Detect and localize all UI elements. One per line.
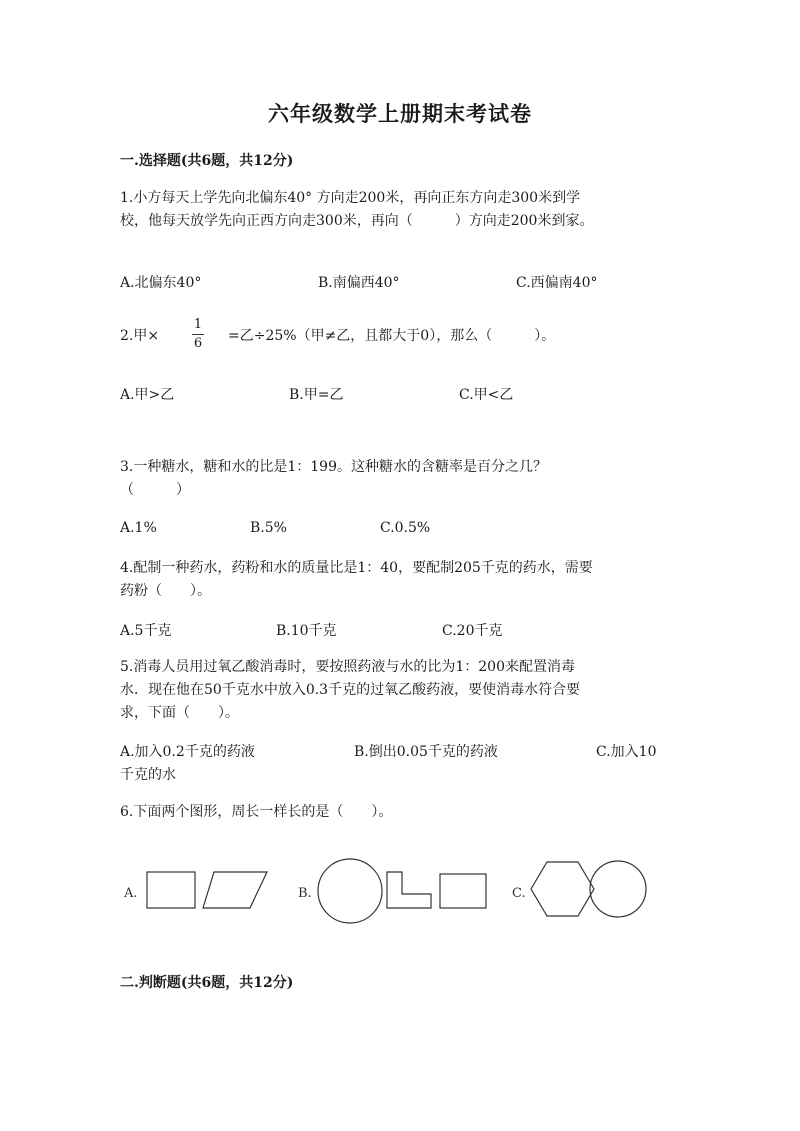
question-5-option-b: B.倒出0.05千克的药液	[354, 744, 498, 760]
section-heading-choice: 一.选择题(共6题，共12分)	[120, 153, 294, 169]
question-4-option-a: A.5千克	[120, 623, 172, 639]
question-2-option-c: C.甲<乙	[459, 387, 514, 403]
question-2-option-b: B.甲=乙	[289, 387, 344, 403]
question-3-line-2: （ ）	[120, 482, 190, 498]
figure-label-b: B.	[298, 886, 312, 901]
question-4-option-b: B.10千克	[276, 623, 337, 639]
question-2-prefix: 2.甲×	[120, 328, 160, 344]
figure-label-c: C.	[512, 886, 526, 901]
question-1-option-b: B.南偏西40°	[318, 275, 400, 291]
question-5-line-1: 5.消毒人员用过氧乙酸消毒时，要按照药液与水的比为1：200来配置消毒	[120, 659, 575, 675]
l-shape	[387, 872, 431, 908]
question-5-option-a: A.加入0.2千克的药液	[120, 744, 255, 760]
question-5-option-c: C.加入10	[596, 744, 657, 760]
question-3-line-1: 3.一种糖水，糖和水的比是1：199。这种糖水的含糖率是百分之几？	[120, 459, 547, 475]
question-5-line-2: 水．现在他在50千克水中放入0.3千克的过氧乙酸药液，要使消毒水符合要	[120, 682, 581, 698]
question-1-line-1: 1.小方每天上学先向北偏东40° 方向走200米，再向正东方向走300米到学	[120, 190, 581, 206]
hexagon-shape	[531, 862, 594, 916]
question-4-line-1: 4.配制一种药水，药粉和水的质量比是1：40，要配制205千克的药水，需要	[120, 560, 593, 576]
question-1-option-c: C.西偏南40°	[516, 275, 598, 291]
circle-shape	[318, 859, 382, 923]
question-6-line-1: 6.下面两个图形，周长一样长的是（ ）。	[120, 804, 393, 820]
question-5-option-c-continued: 千克的水	[120, 767, 176, 783]
question-5-line-3: 求，下面（ ）。	[120, 705, 239, 721]
fraction-denominator: 6	[193, 336, 203, 351]
section-heading-judgment: 二.判断题(共6题，共12分)	[120, 975, 294, 991]
question-1-option-a: A.北偏东40°	[120, 275, 202, 291]
question-4-line-2: 药粉（ ）。	[120, 583, 211, 599]
question-2-suffix: =乙÷25%（甲≠乙，且都大于0），那么（ ）。	[228, 328, 556, 344]
parallelogram-shape	[203, 872, 267, 908]
question-1-line-2: 校，他每天放学先向正西方向走300米，再向（ ）方向走200米到家。	[120, 213, 594, 229]
rectangle-shape	[440, 874, 486, 908]
question-3-option-c: C.0.5%	[380, 520, 431, 536]
fraction-numerator: 1	[193, 317, 203, 332]
question-3-option-a: A.1%	[120, 520, 157, 536]
figure-label-a: A.	[124, 886, 138, 901]
circle-shape	[590, 861, 646, 917]
rectangle-shape	[147, 872, 195, 908]
question-2-option-a: A.甲>乙	[120, 387, 175, 403]
question-3-option-b: B.5%	[250, 520, 287, 536]
page-title: 六年级数学上册期末考试卷	[268, 101, 532, 126]
question-4-option-c: C.20千克	[442, 623, 503, 639]
